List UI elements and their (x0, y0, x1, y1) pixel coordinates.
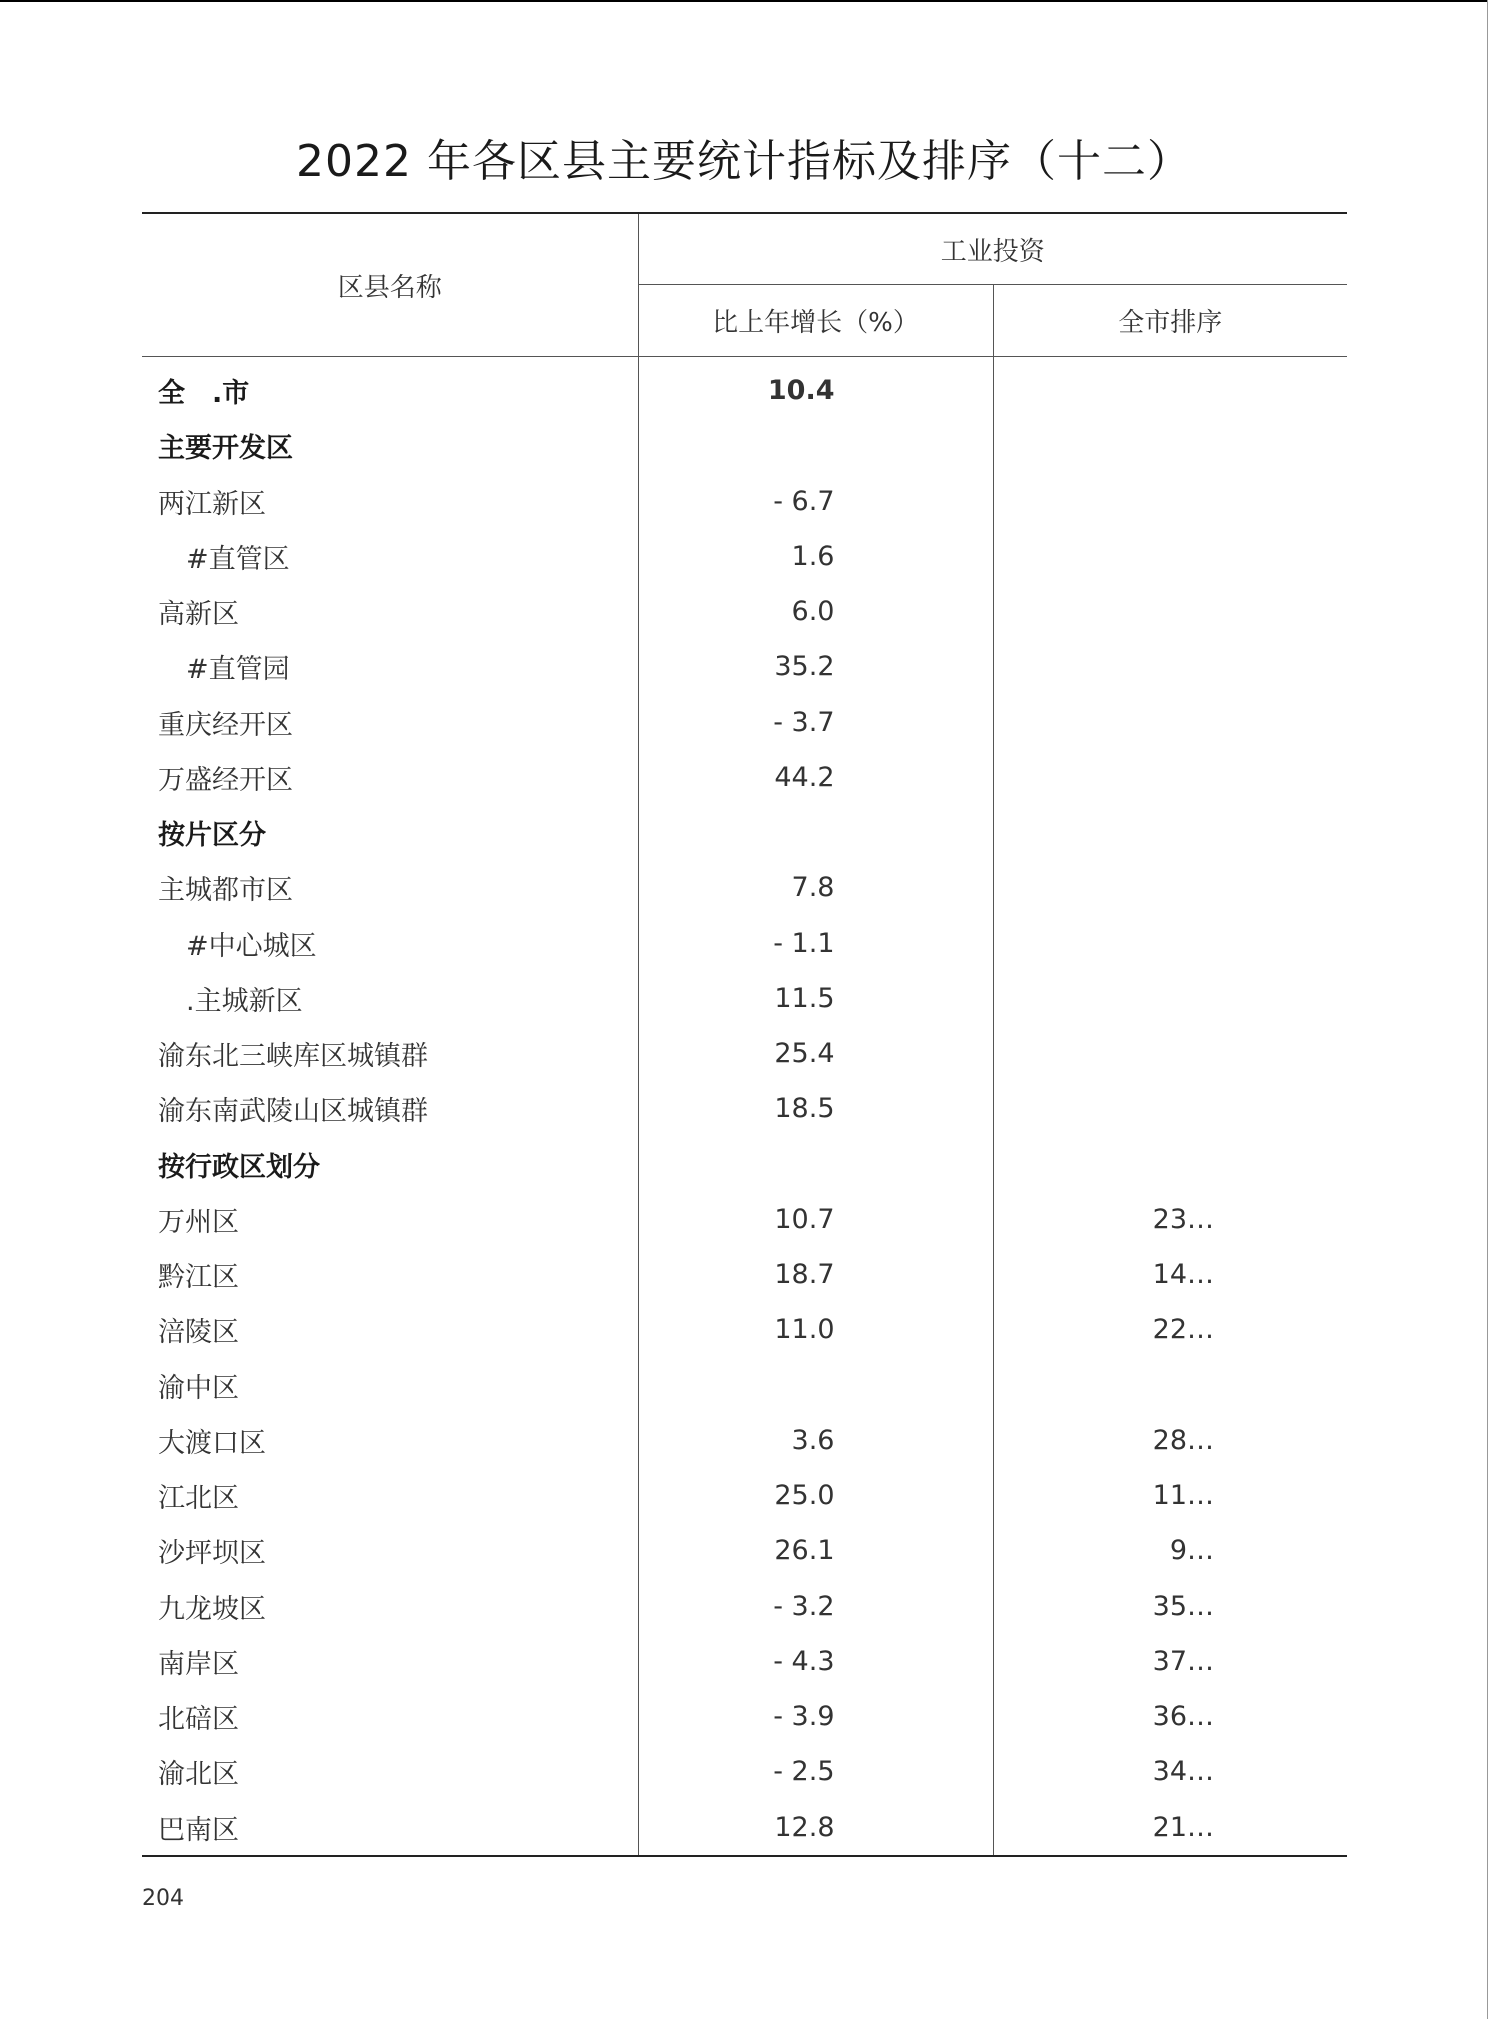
table-row (142, 1137, 1347, 1192)
cell-growth-rate: 26.1 (638, 1523, 993, 1578)
cell-district-name: 重庆经开区 (142, 695, 638, 750)
cell-growth-rate: 1.6 (638, 529, 993, 584)
cell-growth-rate (638, 1358, 993, 1413)
cell-growth-rate: - 3.7 (638, 695, 993, 750)
cell-district-name: #直管区 (142, 529, 638, 584)
cell-district-name: 江北区 (142, 1468, 638, 1523)
cell-growth-rate: 10.4 (638, 357, 993, 419)
cell-city-rank (993, 529, 1347, 584)
cell-growth-rate: 25.4 (638, 1026, 993, 1081)
page-number: 204 (142, 1886, 184, 1911)
cell-growth-rate: 10.7 (638, 1192, 993, 1247)
table-body (142, 357, 1347, 1856)
table-row (142, 1026, 1347, 1081)
header-city-rank: 全市排序 (993, 285, 1347, 357)
cell-city-rank: 14… (1152, 1259, 1215, 1291)
cell-district-name: 南岸区 (142, 1634, 638, 1689)
cell-city-rank (993, 639, 1347, 694)
cell-city-rank: 9… (1169, 1535, 1215, 1567)
cell-city-rank (993, 805, 1347, 860)
cell-growth-rate: 44.2 (638, 750, 993, 805)
table-row (142, 1744, 1347, 1799)
cell-city-rank: 22… (1152, 1314, 1215, 1346)
cell-city-rank (993, 474, 1347, 529)
cell-growth-rate: - 3.9 (638, 1689, 993, 1744)
cell-district-name: 主城都市区 (142, 860, 638, 915)
cell-city-rank (993, 916, 1347, 971)
cell-district-name: 万盛经开区 (142, 750, 638, 805)
cell-city-rank (993, 1358, 1347, 1413)
cell-district-name: 按行政区划分 (142, 1137, 638, 1192)
table-row (142, 1689, 1347, 1744)
cell-district-name: 渝东北三峡库区城镇群 (142, 1026, 638, 1081)
table-row (142, 971, 1347, 1026)
table-row (142, 1302, 1347, 1357)
cell-city-rank: 34… (1152, 1756, 1215, 1788)
table-row (142, 584, 1347, 639)
table-row (142, 1192, 1347, 1247)
cell-city-rank: 28… (1152, 1424, 1215, 1456)
cell-city-rank: 23… (1152, 1203, 1215, 1235)
cell-city-rank: 11… (1152, 1480, 1215, 1512)
cell-growth-rate: 35.2 (638, 639, 993, 694)
cell-district-name: 高新区 (142, 584, 638, 639)
cell-city-rank (993, 750, 1347, 805)
cell-city-rank: 36… (1152, 1701, 1215, 1733)
cell-city-rank: 21… (993, 1800, 1347, 1856)
table-row (142, 418, 1347, 473)
cell-city-rank (993, 1137, 1347, 1192)
cell-district-name: 渝东南武陵山区城镇群 (142, 1081, 638, 1136)
cell-district-name: 北碚区 (142, 1689, 638, 1744)
cell-district-name: 按片区分 (142, 805, 638, 860)
cell-city-rank (993, 695, 1347, 750)
page-top-rule (0, 0, 1488, 2)
header-growth-rate: 比上年增长（%） (638, 285, 993, 357)
statistics-table (142, 212, 1347, 1857)
cell-growth-rate (638, 805, 993, 860)
cell-growth-rate: 6.0 (638, 584, 993, 639)
cell-district-name: 九龙坡区 (142, 1579, 638, 1634)
cell-city-rank (993, 1026, 1347, 1081)
cell-district-name: #中心城区 (142, 916, 638, 971)
cell-growth-rate (638, 418, 993, 473)
table-row (142, 474, 1347, 529)
cell-city-rank (993, 971, 1347, 1026)
cell-district-name: #直管园 (142, 639, 638, 694)
cell-city-rank: 35… (1152, 1590, 1215, 1622)
header-row-top (142, 213, 1347, 285)
cell-growth-rate: 25.0 (638, 1468, 993, 1523)
table-row (142, 695, 1347, 750)
cell-district-name: 全 .市 (142, 357, 638, 419)
cell-city-rank (993, 584, 1347, 639)
page-title: 2022 年各区县主要统计指标及排序（十二） (296, 136, 1192, 187)
cell-growth-rate: 11.5 (638, 971, 993, 1026)
cell-district-name: 大渡口区 (142, 1413, 638, 1468)
cell-district-name: 万州区 (142, 1192, 638, 1247)
cell-growth-rate: 3.6 (638, 1413, 993, 1468)
cell-city-rank (993, 418, 1347, 473)
cell-growth-rate: - 6.7 (638, 474, 993, 529)
cell-city-rank (993, 860, 1347, 915)
table-row (142, 357, 1347, 419)
table-row (142, 1523, 1347, 1578)
cell-district-name: 沙坪坝区 (142, 1523, 638, 1578)
cell-district-name: 渝中区 (142, 1358, 638, 1413)
table-row (142, 1413, 1347, 1468)
cell-growth-rate: - 1.1 (638, 916, 993, 971)
table-row (142, 916, 1347, 971)
cell-district-name: 渝北区 (142, 1744, 638, 1799)
table-row (142, 529, 1347, 584)
header-industrial-investment: 工业投资 (638, 213, 1347, 285)
cell-growth-rate: 12.8 (638, 1800, 993, 1856)
cell-growth-rate (638, 1137, 993, 1192)
cell-growth-rate: 11.0 (638, 1302, 993, 1357)
cell-growth-rate: 18.7 (638, 1247, 993, 1302)
cell-growth-rate: - 4.3 (638, 1634, 993, 1689)
table-row (142, 1634, 1347, 1689)
cell-city-rank: 37… (1152, 1645, 1215, 1677)
cell-district-name: 两江新区 (142, 474, 638, 529)
table-header (142, 213, 1347, 357)
table-row (142, 1247, 1347, 1302)
cell-district-name: 主要开发区 (142, 418, 638, 473)
table-row (142, 805, 1347, 860)
cell-city-rank (993, 1081, 1347, 1136)
table-row (142, 1579, 1347, 1634)
cell-district-name: .主城新区 (142, 971, 638, 1026)
cell-growth-rate: 18.5 (638, 1081, 993, 1136)
statistics-table-container (142, 212, 1347, 1857)
table-row (142, 1468, 1347, 1523)
header-district-name: 区县名称 (142, 213, 638, 357)
cell-growth-rate: - 3.2 (638, 1579, 993, 1634)
cell-district-name: 巴南区 (142, 1800, 638, 1856)
table-row (142, 639, 1347, 694)
cell-growth-rate: - 2.5 (638, 1744, 993, 1799)
table-row (142, 1358, 1347, 1413)
cell-district-name: 黔江区 (142, 1247, 638, 1302)
cell-growth-rate: 7.8 (638, 860, 993, 915)
table-row (142, 860, 1347, 915)
table-row (142, 750, 1347, 805)
cell-district-name: 涪陵区 (142, 1302, 638, 1357)
table-row (142, 1081, 1347, 1136)
cell-city-rank (993, 357, 1347, 419)
table-row (142, 1800, 1347, 1856)
